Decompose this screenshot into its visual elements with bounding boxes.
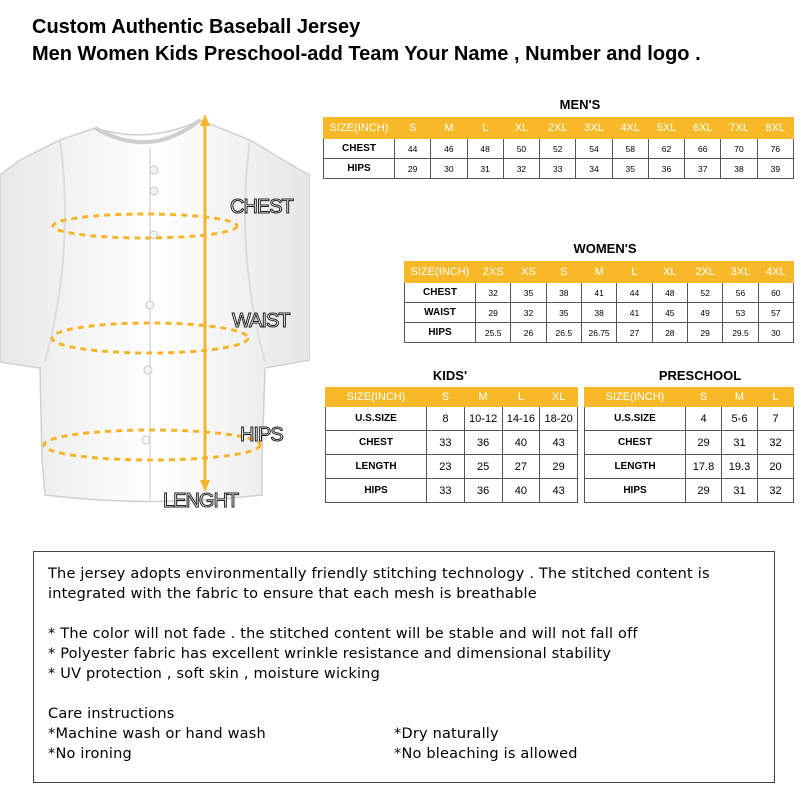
row-label: U.S.SIZE [585, 407, 686, 431]
kids-header-unit: SIZE(INCH) [326, 388, 427, 407]
table-cell: 33 [427, 479, 465, 503]
table-cell: 31 [467, 159, 503, 179]
row-label: HIPS [326, 479, 427, 503]
info-intro-2: integrated with the fabric to ensure that each mesh is breathable [48, 586, 537, 602]
table-cell: 52 [687, 283, 722, 303]
table-cell: 41 [617, 303, 652, 323]
table-cell: 32 [476, 283, 511, 303]
table-row [405, 283, 794, 303]
table-cell: 26.75 [581, 323, 616, 343]
product-info-box [33, 551, 775, 783]
table-row [324, 139, 794, 159]
womens-header-unit: SIZE(INCH) [405, 262, 476, 283]
table-row [405, 303, 794, 323]
title-line-1: Custom Authentic Baseball Jersey [32, 16, 361, 38]
row-label: U.S.SIZE [326, 407, 427, 431]
kids-header-size: L [502, 388, 540, 407]
table-cell: 70 [721, 139, 757, 159]
row-label: HIPS [405, 323, 476, 343]
care-item-dry: *Dry naturally [394, 726, 499, 742]
info-bullet-1: * The color will not fade . the stitched content will be stable and will not fall off [48, 626, 638, 642]
table-cell: 4 [686, 407, 722, 431]
care-item-no-bleach: *No bleaching is allowed [394, 746, 578, 762]
table-row [405, 323, 794, 343]
table-cell: 19.3 [722, 455, 758, 479]
mens-header-size: XL [503, 118, 539, 139]
table-cell: 44 [395, 139, 431, 159]
table-cell: 54 [576, 139, 612, 159]
table-cell: 29 [395, 159, 431, 179]
table-cell: 5-6 [722, 407, 758, 431]
table-cell: 32 [758, 479, 794, 503]
table-cell: 46 [431, 139, 467, 159]
table-cell: 10-12 [464, 407, 502, 431]
womens-header-size: L [617, 262, 652, 283]
kids-table-title: KIDS' [432, 368, 468, 383]
table-cell: 32 [511, 303, 546, 323]
table-cell: 30 [431, 159, 467, 179]
table-row [326, 479, 578, 503]
mens-header-size: 3XL [576, 118, 612, 139]
preschool-header-unit: SIZE(INCH) [585, 388, 686, 407]
table-cell: 27 [617, 323, 652, 343]
table-cell: 35 [612, 159, 648, 179]
preschool-table-title: PRESCHOOL [658, 368, 742, 383]
table-cell: 35 [546, 303, 581, 323]
table-cell: 36 [648, 159, 684, 179]
table-cell: 14-16 [502, 407, 540, 431]
mens-header-size: M [431, 118, 467, 139]
table-cell: 29 [687, 323, 722, 343]
womens-table-title: WOMEN'S [573, 241, 637, 256]
table-cell: 40 [502, 479, 540, 503]
table-cell: 26 [511, 323, 546, 343]
preschool-header-size: M [722, 388, 758, 407]
table-cell: 20 [758, 455, 794, 479]
waist-label: WAIST [232, 310, 290, 332]
table-cell: 60 [758, 283, 793, 303]
table-cell: 39 [757, 159, 793, 179]
row-label: CHEST [585, 431, 686, 455]
table-cell: 17.8 [686, 455, 722, 479]
table-cell: 52 [540, 139, 576, 159]
womens-header-size: 4XL [758, 262, 793, 283]
table-cell: 36 [464, 431, 502, 455]
mens-size-table [323, 117, 794, 179]
table-cell: 25 [464, 455, 502, 479]
table-row [585, 407, 794, 431]
table-row [585, 455, 794, 479]
kids-size-table [325, 387, 578, 503]
womens-header-size: 2XS [476, 262, 511, 283]
table-cell: 32 [503, 159, 539, 179]
preschool-header-size: S [686, 388, 722, 407]
table-cell: 32 [758, 431, 794, 455]
table-cell: 25.5 [476, 323, 511, 343]
table-cell: 38 [546, 283, 581, 303]
care-item-machine-wash: *Machine wash or hand wash [48, 726, 266, 742]
table-row [585, 431, 794, 455]
table-cell: 31 [722, 431, 758, 455]
table-cell: 7 [758, 407, 794, 431]
mens-header-unit: SIZE(INCH) [324, 118, 395, 139]
kids-header-size: M [464, 388, 502, 407]
table-row [326, 455, 578, 479]
table-cell: 31 [722, 479, 758, 503]
womens-header-size: M [581, 262, 616, 283]
womens-header-size: 2XL [687, 262, 722, 283]
table-cell: 45 [652, 303, 687, 323]
row-label: HIPS [585, 479, 686, 503]
chest-label: CHEST [230, 196, 293, 218]
row-label: LENGTH [326, 455, 427, 479]
mens-header-size: 7XL [721, 118, 757, 139]
mens-table-title: MEN'S [559, 97, 601, 112]
row-label: CHEST [324, 139, 395, 159]
table-cell: 33 [540, 159, 576, 179]
info-bullet-2: * Polyester fabric has excellent wrinkle resistance and dimensional stability [48, 646, 612, 662]
mens-header-size: 8XL [757, 118, 793, 139]
preschool-header-row [585, 388, 794, 407]
womens-size-table [404, 261, 794, 343]
table-cell: 48 [652, 283, 687, 303]
info-intro-1: The jersey adopts environmentally friendly stitching technology . The stitched content is [48, 566, 710, 582]
table-cell: 57 [758, 303, 793, 323]
table-cell: 8 [427, 407, 465, 431]
table-cell: 28 [652, 323, 687, 343]
table-cell: 35 [511, 283, 546, 303]
mens-header-row [324, 118, 794, 139]
table-cell: 53 [723, 303, 758, 323]
table-cell: 58 [612, 139, 648, 159]
kids-header-size: S [427, 388, 465, 407]
length-label: LENGHT [163, 490, 239, 512]
table-row [326, 431, 578, 455]
table-cell: 43 [540, 431, 578, 455]
table-cell: 18-20 [540, 407, 578, 431]
mens-header-size: 5XL [648, 118, 684, 139]
row-label: CHEST [405, 283, 476, 303]
mens-header-size: 2XL [540, 118, 576, 139]
mens-header-size: S [395, 118, 431, 139]
table-cell: 49 [687, 303, 722, 323]
table-cell: 40 [502, 431, 540, 455]
womens-header-row [405, 262, 794, 283]
table-cell: 37 [685, 159, 721, 179]
table-cell: 56 [723, 283, 758, 303]
table-row [326, 407, 578, 431]
table-cell: 38 [721, 159, 757, 179]
table-cell: 66 [685, 139, 721, 159]
preschool-header-size: L [758, 388, 794, 407]
table-cell: 30 [758, 323, 793, 343]
mens-header-size: 6XL [685, 118, 721, 139]
womens-header-size: XS [511, 262, 546, 283]
table-cell: 41 [581, 283, 616, 303]
table-cell: 29.5 [723, 323, 758, 343]
table-cell: 44 [617, 283, 652, 303]
care-title: Care instructions [48, 706, 175, 722]
womens-header-size: S [546, 262, 581, 283]
womens-header-size: 3XL [723, 262, 758, 283]
row-label: LENGTH [585, 455, 686, 479]
table-cell: 26.5 [546, 323, 581, 343]
hips-label: HIPS [240, 424, 283, 446]
table-cell: 76 [757, 139, 793, 159]
kids-header-row [326, 388, 578, 407]
table-cell: 34 [576, 159, 612, 179]
table-cell: 62 [648, 139, 684, 159]
row-label: WAIST [405, 303, 476, 323]
care-item-no-ironing: *No ironing [48, 746, 132, 762]
table-cell: 48 [467, 139, 503, 159]
product-title [32, 14, 701, 68]
preschool-size-table [584, 387, 794, 503]
mens-header-size: 4XL [612, 118, 648, 139]
kids-header-size: XL [540, 388, 578, 407]
table-cell: 29 [686, 431, 722, 455]
table-cell: 27 [502, 455, 540, 479]
table-cell: 29 [686, 479, 722, 503]
table-cell: 33 [427, 431, 465, 455]
table-cell: 36 [464, 479, 502, 503]
row-label: HIPS [324, 159, 395, 179]
title-line-2: Men Women Kids Preschool-add Team Your Name , Number and logo . [32, 43, 701, 65]
table-cell: 38 [581, 303, 616, 323]
table-cell: 43 [540, 479, 578, 503]
table-cell: 23 [427, 455, 465, 479]
table-cell: 29 [540, 455, 578, 479]
womens-header-size: XL [652, 262, 687, 283]
mens-header-size: L [467, 118, 503, 139]
table-row [585, 479, 794, 503]
table-row [324, 159, 794, 179]
table-cell: 29 [476, 303, 511, 323]
info-bullet-3: * UV protection , soft skin , moisture wicking [48, 666, 380, 682]
row-label: CHEST [326, 431, 427, 455]
table-cell: 50 [503, 139, 539, 159]
